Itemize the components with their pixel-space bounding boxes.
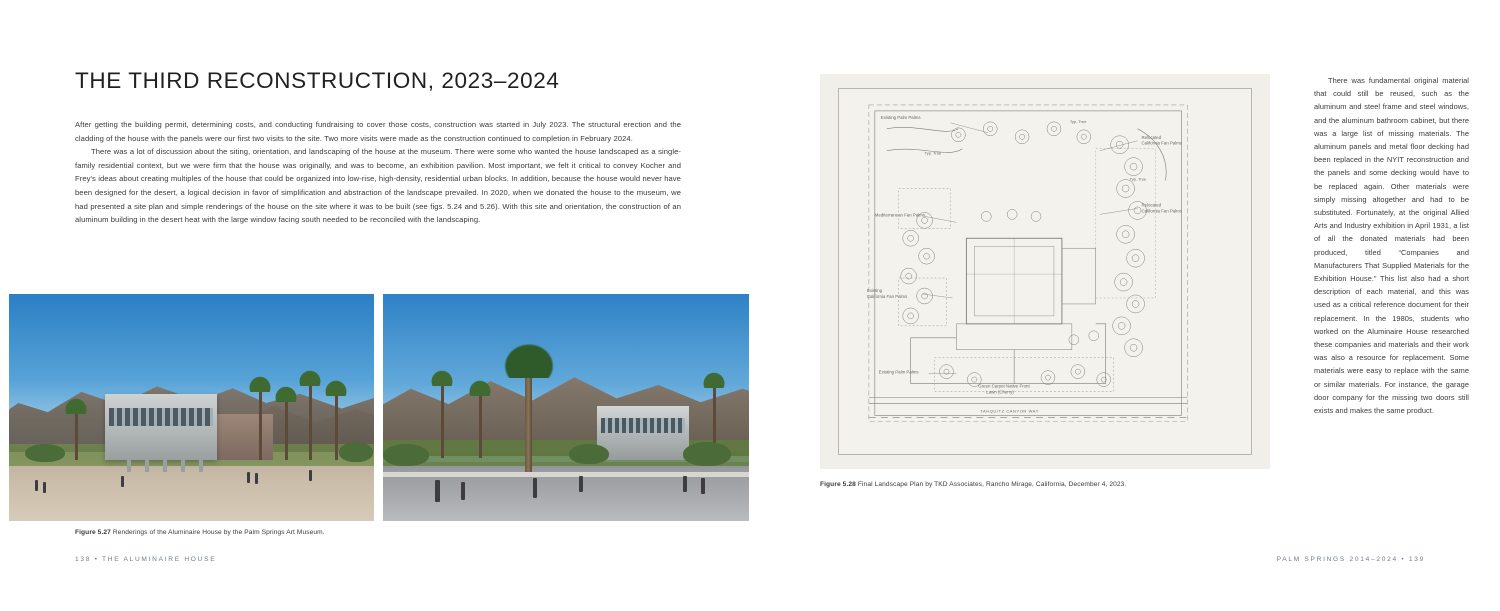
palm-fronds [697,366,731,388]
page-title: THE THIRD RECONSTRUCTION, 2023–2024 [75,68,560,93]
side-paragraph: There was fundamental original material that could still be reused, such as the aluminum and steel frame and steel windows, and the aluminum bathroom cabinet, but there was a large list of missing materials. The aluminum panels and metal floor decking had been replaced in the NYIT reconstruction and the panels and some decking would have to be replaced again. Other materials were simply missing altogether and had to be substituted. Fortunately, at the original Allied Arts and Industry exhibition in April 1931, a list of all the donated materials had been produced, titled “Companies and Manufacturers That Supplied Materials for the Exhibition House.” This list also had a short description of each material, and this was used as a critical reference document for their replacement. In the 1980s, students who worked on the Aluminaire House researched these companies and materials and their work was also a resource for replacement. Some materials were easy to replace with the same or similar materials. For instance, the garage door company for the missing two doors still exists and makes the same product. [1314,76,1469,416]
figure-person [309,470,312,481]
folio-left: 138 • THE ALUMINAIRE HOUSE [75,556,217,563]
plan-label-typ-tree: Typ. Tree [924,150,942,156]
figure-5-28-landscape-plan [820,74,1270,469]
plan-label-relocated-north: Relocated [1141,134,1162,140]
aluminaire-house [105,394,217,460]
right-page [750,0,1500,611]
palm-trunk [441,380,444,458]
figure-caption-text: Renderings of the Aluminaire House by the Palm Springs Art Museum. [112,529,325,536]
plan-label-lawn: Green Carpet Native Front [978,383,1030,389]
figure-person [435,480,440,502]
plan-label-existing-california: Existing [866,288,883,294]
shrub [25,444,65,462]
aluminaire-house [597,406,689,460]
svg-text:California Fan Palms: California Fan Palms [1141,208,1182,214]
body-text [75,118,681,227]
body-paragraph-1: After getting the building permit, determining costs, and conducting fundraising to cover those costs, construction was started in July 2023. The structural erection and the cladding of the house with the panels were our first two visits to the site. Two more visits were made as the construction continued to completion in February 2024. [75,120,681,143]
figure-caption-text: Final Landscape Plan by TKD Associates, Rancho Mirage, California, December 4, 2023. [857,481,1127,488]
figure-person [683,476,687,492]
plan-label-typ-tree: Typ. Tree [1069,118,1087,124]
palm-trunk [479,390,482,458]
svg-text:Lawn (Cherry): Lawn (Cherry) [986,389,1014,395]
body-paragraph-2: There was a lot of discussion about the siting, orientation, and landscaping of the house at the museum. There were some who wanted the house landscaped as a single-family residential context, but we were firm that the house was originally, and was to become, an exhibition pavilion. Most important, we felt it critical to convey Kocher and Frey's ideas about creating multiples of the house that could be organized into low-rise, high-density, residential urban blocks. In addition, because the house would never have been designed for the desert, a logical decision in favor of simplification and abstraction of the landscape prevailed. In 2020, when we donated the house to the museum, we had presented a site plan and simple renderings of the house on the site where it was to be built (see figs. 5.24 and 5.26). With this site and orientation, the construction of an aluminum building in the desert heat with the large window facing south needed to be reconciled with the landscaping. [75,147,681,225]
folio-right: PALM SPRINGS 2014–2024 • 139 [1276,556,1425,563]
figure-person [533,478,537,498]
figure-person [43,482,46,493]
site-plan-svg [839,89,1251,454]
plan-label-relocated-mid: Relocated [1141,202,1162,208]
figure-person [255,473,258,484]
window-band [109,408,213,426]
figure-5-27-caption [75,528,635,537]
palm-fronds [463,374,497,396]
side-text-column [1314,74,1469,417]
figure-number: Figure 5.27 [75,529,111,536]
svg-text:California Fan Palms: California Fan Palms [866,293,908,299]
palm-fronds [425,364,459,386]
figure-person [247,472,250,483]
pilotis [113,460,209,472]
plan-label-mediterranean: Mediterranean Fan Palms [874,212,925,218]
shrub [683,442,731,466]
plan-label-typ-tree: Typ. Tree [1129,176,1147,182]
museum-wall [215,414,273,460]
plan-label-street: TAHQUITZ CANYON WAY [980,408,1039,414]
shrub [339,442,373,462]
figure-5-28-caption [820,480,1270,489]
palm-trunk [259,386,262,460]
rendering-image-left [9,294,374,521]
figure-person [579,476,583,492]
plan-label-existing-palms: Existing Palm Palms [880,114,921,120]
figure-person [35,480,38,491]
plan-label-existing-bottom: Existing Palm Palms [878,369,919,375]
palm-trunk [285,394,288,460]
shrub [383,444,429,466]
palm-trunk [75,406,78,460]
rendering-image-right [383,294,749,521]
figure-person [121,476,124,487]
palm-fronds [59,392,93,414]
figure-5-27-images [9,294,749,521]
window-band [601,418,685,433]
figure-person [461,482,465,500]
palm-trunk [335,390,338,460]
shrub [569,444,609,464]
palm-trunk [309,380,312,460]
figure-number: Figure 5.28 [820,481,856,488]
palm-fronds [319,374,353,396]
plan-drawing [838,88,1252,455]
svg-text:California Fan Palms: California Fan Palms [1141,140,1182,146]
figure-person [701,478,705,494]
palm-fronds [489,330,569,378]
